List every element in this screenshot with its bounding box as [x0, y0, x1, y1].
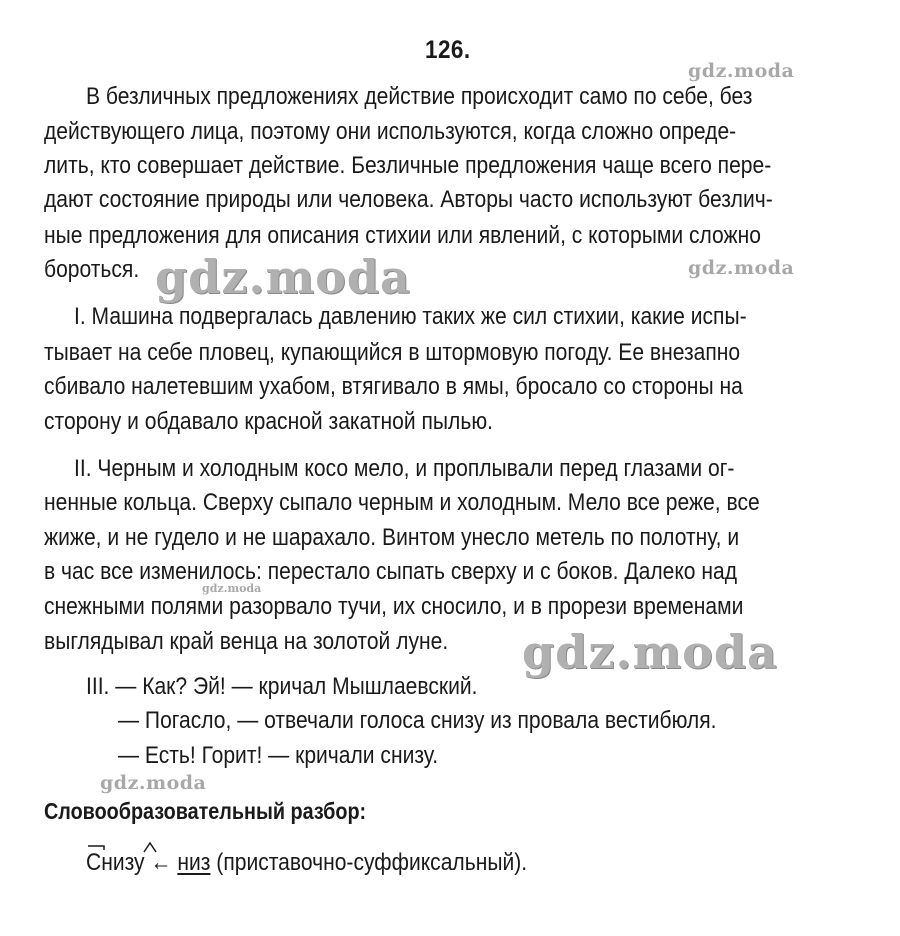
watermark-large-left: gdz.moda	[155, 250, 411, 304]
section2-line-2: ненные кольца. Сверху сыпало черным и холодным. Мело все реже, все	[44, 489, 760, 516]
section1-line-1: I. Машина подвергалась давлению таких же сил стихии, какие испы-	[74, 303, 747, 330]
analysis-heading: Словообразовательный разбор:	[44, 798, 367, 824]
analysis-note: (приставочно-суффиксальный).	[216, 849, 528, 876]
section2-line-6: выглядывал край венца на золотой луне.	[44, 628, 449, 655]
morpheme-marks-icon	[86, 840, 166, 856]
intro-line-4: дают состояние природы или человека. Авторы часто используют безлич-	[44, 186, 773, 213]
intro-line-2: действующего лица, поэтому они используются, когда сложно опреде-	[44, 118, 737, 145]
watermark-large-right: gdz.moda	[522, 625, 778, 679]
watermark-top-right: gdz.moda	[688, 60, 795, 82]
intro-line-1: В безличных предложениях действие происходит само по себе, без	[86, 83, 753, 110]
section2-line-3: жиже, и не гудело и не шарахало. Винтом унесло метель по полотну, и	[44, 524, 740, 551]
section1-line-3: сбивало налетевшим ухабом, втягивало в ямы, бросало со стороны на	[44, 373, 743, 400]
analysis-base: низ	[177, 849, 211, 876]
section3-line-1: III. — Как? Эй! — кричал Мышлаевский.	[86, 673, 478, 700]
intro-line-6: бороться.	[44, 256, 140, 283]
page-number: 126.	[425, 36, 471, 64]
intro-line-3: лить, кто совершает действие. Безличные предложения чаще всего пере-	[44, 152, 772, 179]
section2-line-1: II. Черным и холодным косо мело, и проплывали перед глазами ог-	[74, 455, 735, 482]
section3-line-3: — Есть! Горит! — кричали снизу.	[118, 742, 439, 769]
section2-line-5: снежными полями разорвало тучи, их сносило, и в прорези временами	[44, 593, 744, 620]
section3-line-2: — Погасло, — отвечали голоса снизу из провала вестибюля.	[118, 707, 717, 734]
watermark-tiny: gdz.moda	[202, 582, 262, 595]
section1-line-4: сторону и обдавало красной закатной пылью.	[44, 408, 493, 435]
intro-line-5: ные предложения для описания стихии или явлений, с которыми сложно	[44, 222, 761, 249]
analysis-word: Снизу	[86, 849, 145, 876]
analysis-arrow: ←	[150, 849, 172, 876]
watermark-mid-right: gdz.moda	[688, 257, 795, 279]
watermark-bottom-left: gdz.moda	[100, 772, 207, 794]
section2-line-4: в час все изменилось: перестало сыпать сверху и с боков. Далеко над	[44, 558, 738, 585]
section1-line-2: тывает на себе пловец, купающийся в штормовую погоду. Ее внезапно	[44, 339, 741, 366]
